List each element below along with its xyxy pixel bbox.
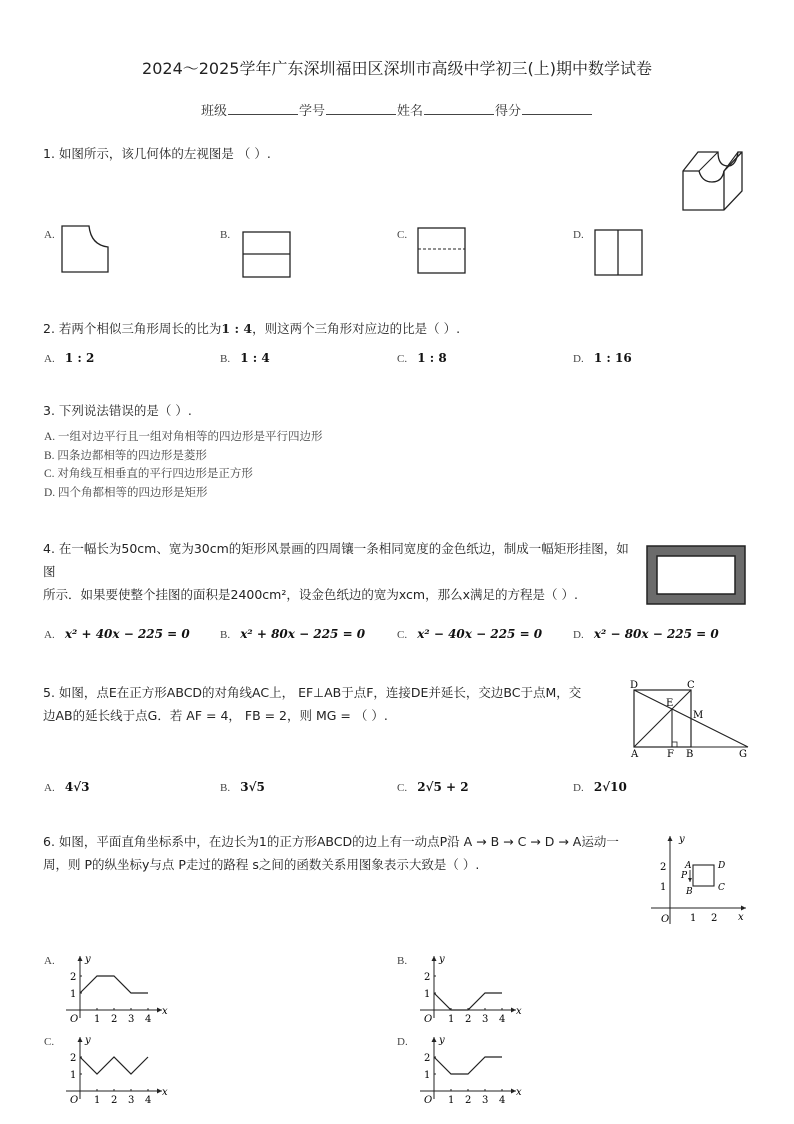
q3-option-c[interactable]: C. 对角线互相垂直的平行四边形是正方形 xyxy=(44,468,253,480)
y-axis-arrow xyxy=(78,956,83,961)
q5-label-c: C xyxy=(687,680,695,691)
q6-option-c-label[interactable]: C. xyxy=(44,1036,55,1048)
function-curve xyxy=(434,1057,502,1074)
axis-y-label: y xyxy=(439,1035,445,1046)
axis-y-label: y xyxy=(85,1035,91,1046)
q2-option-c[interactable]: C. 1 : 8 xyxy=(397,351,447,365)
y-tick-label: 2 xyxy=(70,972,77,983)
q6-coordinate-figure xyxy=(648,832,748,927)
q3-option-b[interactable]: B. 四条边都相等的四边形是菱形 xyxy=(44,449,207,462)
x-tick-label: 3 xyxy=(482,1095,489,1106)
q3-options xyxy=(44,428,323,502)
class-label: 班级 xyxy=(200,104,227,119)
x-tick-label: 1 xyxy=(448,1014,455,1025)
q1-option-a-figure[interactable] xyxy=(61,225,111,275)
q6-fig-axis-x: x xyxy=(738,912,744,923)
y-tick-label: 1 xyxy=(70,989,77,1000)
q3-option-d[interactable]: D. 四个角都相等的四边形是矩形 xyxy=(44,486,208,499)
origin-label: O xyxy=(424,1014,433,1025)
q6-option-d-label[interactable]: D. xyxy=(397,1036,408,1048)
q5-label-e: E xyxy=(666,698,674,709)
axis-x-label: x xyxy=(516,1087,522,1098)
q6-fig-tick-y2: 2 xyxy=(660,862,667,873)
x-tick-label: 2 xyxy=(111,1014,118,1025)
q6-option-b-graph[interactable] xyxy=(416,952,526,1027)
q5-geometry-figure xyxy=(628,678,753,760)
question-4-text: 4. 在一幅长为50cm、宽为30cm的矩形风景画的四周镶一条相同宽度的金色纸边，制成一幅矩形挂图，如图 所示．如果要使整个挂图的面积是2400cm²，设金色纸边的宽为xcm，那么x满足的方程是（ ）. xyxy=(43,541,629,602)
axis-y-label: y xyxy=(85,954,91,965)
x-tick-label: 4 xyxy=(499,1095,506,1106)
number-label: 学号 xyxy=(298,104,325,119)
q5-label-f: F xyxy=(667,749,674,760)
y-tick-label: 1 xyxy=(424,1070,431,1081)
graph-b-axes xyxy=(420,954,522,1025)
axis-x-label: x xyxy=(162,1087,168,1098)
q4-frame-figure xyxy=(646,545,748,607)
q5-label-m: M xyxy=(693,710,704,721)
q6-fig-axis-y: y xyxy=(679,834,685,845)
y-tick-label: 1 xyxy=(424,989,431,1000)
x-tick-label: 4 xyxy=(145,1095,152,1106)
x-tick-label: 1 xyxy=(448,1095,455,1106)
q1-option-c-figure[interactable] xyxy=(417,227,467,275)
q6-fig-tick-x2: 2 xyxy=(711,913,718,924)
q6-fig-label-p: P xyxy=(681,871,688,881)
x-tick-label: 1 xyxy=(94,1095,101,1106)
name-label: 姓名 xyxy=(397,104,424,119)
x-tick-label: 2 xyxy=(465,1014,472,1025)
q5-label-g: G xyxy=(739,749,747,760)
x-tick-label: 2 xyxy=(111,1095,118,1106)
y-tick-label: 2 xyxy=(70,1053,77,1064)
question-2-text: 2. 若两个相似三角形周长的比为1 : 4，则这两个三角形对应边的比是（ ）. xyxy=(43,321,461,336)
q6-fig-label-d: D xyxy=(718,861,726,871)
y-axis-arrow xyxy=(432,1037,437,1042)
q5-label-d: D xyxy=(630,680,639,691)
question-3-text: 3. 下列说法错误的是（ ）. xyxy=(43,403,192,418)
q1-option-c-label[interactable]: C. xyxy=(397,229,408,241)
q5-option-d[interactable]: D. 2√10 xyxy=(573,780,627,794)
question-1-text: 1. 如图所示，该几何体的左视图是 （ ）. xyxy=(43,146,271,161)
q1-option-d-label[interactable]: D. xyxy=(573,229,584,241)
axis-x-label: x xyxy=(162,1006,168,1017)
number-blank[interactable] xyxy=(326,102,396,115)
q6-fig-tick-y1: 1 xyxy=(660,882,667,893)
q5-label-a: A xyxy=(631,749,639,760)
question-6-text: 6. 如图，平面直角坐标系中，在边长为1的正方形ABCD的边上有一动点P沿 A → B → C → D → A运动一 周，则 P的纵坐标y与点 P走过的路程 s之间的函数关系用图象表示大致是（ ）. xyxy=(43,834,619,872)
graph-a-axes xyxy=(66,954,168,1025)
q6-fig-label-c: C xyxy=(718,883,725,893)
q2-option-a[interactable]: A. 1 : 2 xyxy=(44,351,95,365)
q6-fig-tick-x1: 1 xyxy=(690,913,697,924)
axis-y-label: y xyxy=(439,954,445,965)
y-axis-arrow xyxy=(78,1037,83,1042)
q1-option-b-figure[interactable] xyxy=(242,231,292,279)
function-curve xyxy=(80,1057,148,1074)
q1-option-b-label[interactable]: B. xyxy=(220,229,231,241)
q4-option-a[interactable]: A. x² + 40x − 225 = 0 xyxy=(44,627,190,641)
q3-option-a[interactable]: A. 一组对边平行且一组对角相等的四边形是平行四边形 xyxy=(44,431,323,443)
q4-option-c[interactable]: C. x² − 40x − 225 = 0 xyxy=(397,627,543,641)
q1-solid-figure xyxy=(678,146,748,216)
q6-option-c-graph[interactable] xyxy=(62,1033,172,1108)
q4-option-b[interactable]: B. x² + 80x − 225 = 0 xyxy=(220,627,366,641)
x-tick-label: 4 xyxy=(499,1014,506,1025)
q6-fig-label-a: A xyxy=(685,861,692,871)
x-tick-label: 1 xyxy=(94,1014,101,1025)
x-tick-label: 3 xyxy=(128,1095,135,1106)
q6-option-a-label[interactable]: A. xyxy=(44,955,55,967)
q5-option-b[interactable]: B. 3√5 xyxy=(220,780,265,794)
q1-option-a-label[interactable]: A. xyxy=(44,229,55,241)
score-blank[interactable] xyxy=(522,102,592,115)
q5-label-b: B xyxy=(686,749,694,760)
q2-option-b[interactable]: B. 1 : 4 xyxy=(220,351,270,365)
q2-option-d[interactable]: D. 1 : 16 xyxy=(573,351,632,365)
q6-option-b-label[interactable]: B. xyxy=(397,955,408,967)
q1-option-d-figure[interactable] xyxy=(594,229,644,277)
graph-c-axes xyxy=(66,1035,168,1106)
q6-fig-label-b: B xyxy=(686,887,693,897)
y-tick-label: 2 xyxy=(424,1053,431,1064)
y-axis-arrow xyxy=(432,956,437,961)
name-blank[interactable] xyxy=(424,102,494,115)
q6-option-d-graph[interactable] xyxy=(416,1033,526,1108)
q5-option-c[interactable]: C. 2√5 + 2 xyxy=(397,780,469,794)
origin-label: O xyxy=(70,1014,79,1025)
student-info-row xyxy=(0,100,794,119)
y-tick-label: 1 xyxy=(70,1070,77,1081)
function-curve xyxy=(80,976,148,993)
function-curve xyxy=(434,993,502,1010)
class-blank[interactable] xyxy=(228,102,298,115)
page-title: 2024～2025学年广东深圳福田区深圳市高级中学初三(上)期中数学试卷 xyxy=(142,59,652,78)
q5-option-a[interactable]: A. 4√3 xyxy=(44,780,90,794)
score-label: 得分 xyxy=(495,104,522,119)
q4-option-d[interactable]: D. x² − 80x − 225 = 0 xyxy=(573,627,719,641)
origin-label: O xyxy=(424,1095,433,1106)
q6-fig-origin: O xyxy=(661,914,670,925)
origin-label: O xyxy=(70,1095,79,1106)
x-tick-label: 3 xyxy=(128,1014,135,1025)
question-5-text: 5. 如图，点E在正方形ABCD的对角线AC上， EF⊥AB于点F，连接DE并延长，交边BC于点M，交 边AB的延长线于点G．若 AF = 4， FB = 2，则 MG = （ ）. xyxy=(43,685,582,723)
y-tick-label: 2 xyxy=(424,972,431,983)
q6-option-a-graph[interactable] xyxy=(62,952,172,1027)
x-tick-label: 2 xyxy=(465,1095,472,1106)
x-tick-label: 4 xyxy=(145,1014,152,1025)
x-tick-label: 3 xyxy=(482,1014,489,1025)
axis-x-label: x xyxy=(516,1006,522,1017)
